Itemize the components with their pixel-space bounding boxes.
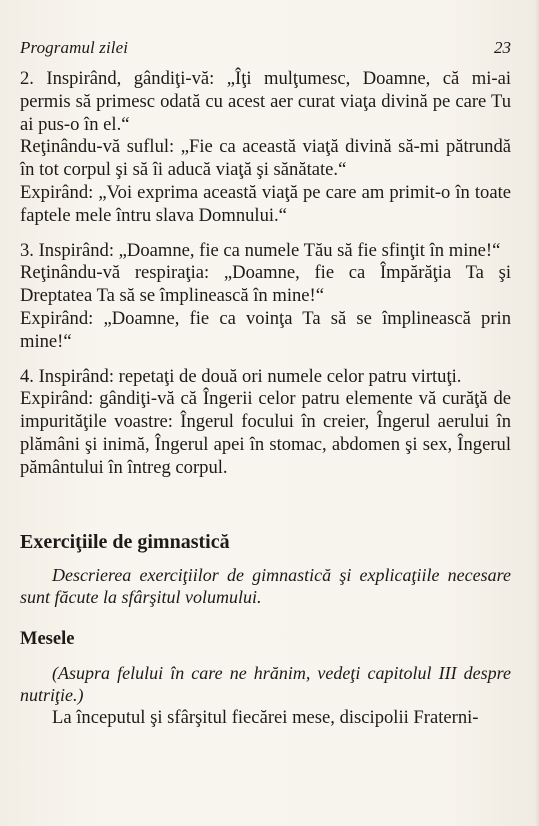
breathing-step-2	[20, 68, 511, 228]
breathing-step-4	[20, 366, 511, 480]
meals-body-start: La începutul şi sfârşitul fiecărei mese, discipolii Fraterni-	[52, 706, 479, 728]
paragraph-line: 3. Inspirând: „Doamne, fie ca numele Tău să fie sfinţit în mine!“	[20, 239, 501, 261]
meals-intro: (Asupra felului în care ne hrănim, vedeţi capitolul III despre nutriţie.)	[20, 662, 511, 705]
paragraph-spacer	[20, 354, 511, 366]
paragraph-line: Expirând: „Doamne, fie ca voinţa Ta să se împlinească prin mine!“	[20, 307, 511, 352]
paragraph-line: Reţinându-vă suflul: „Fie ca această viaţă divină să-mi pătrundă în tot corpul şi să îi aducă viaţă şi sănătate.“	[20, 136, 511, 181]
gymnastics-intro: Descrierea exerciţiilor de gimnastică şi explicaţiile necesare sunt făcute la sfârşitul volumului.	[20, 564, 511, 607]
running-header	[20, 38, 511, 58]
paragraph-line: 2. Inspirând, gândiţi-vă: „Îţi mulţumesc, Doamne, că mi-ai permis să primesc odată cu acest aer curat viaţa divină pe care Tu ai pus-o în el.“	[20, 68, 511, 135]
gymnastics-heading: Exerciţiile de gimnastică	[20, 530, 230, 553]
paragraph-spacer	[20, 228, 511, 240]
paragraph-line: Expirând: „Voi exprima această viaţă pe care am primit-o în toate faptele mele întru slava Domnului.“	[20, 181, 511, 226]
paragraph-line: 4. Inspirând: repetaţi de două ori numele celor patru virtuţi.	[20, 365, 462, 387]
running-title: Programul zilei	[20, 38, 129, 57]
paragraph-line: Expirând: gândiţi-vă că Îngerii celor patru elemente vă curăţă de impurităţile voastre: Îngerul focului în creier, Îngerul aerului în plămâni şi inimă, Îngerul apei în stomac, abdomen şi sex, Îngerul pământului în întreg corpul.	[20, 388, 511, 478]
page-number: 23	[494, 38, 511, 57]
breathing-step-3	[20, 240, 511, 354]
paragraph-line: Reţinându-vă respiraţia: „Doamne, fie ca Împărăţia Ta şi Dreptatea Ta să se împlinească în mine!“	[20, 262, 511, 307]
page-edge-shadow	[535, 0, 539, 826]
meals-heading: Mesele	[20, 628, 75, 649]
